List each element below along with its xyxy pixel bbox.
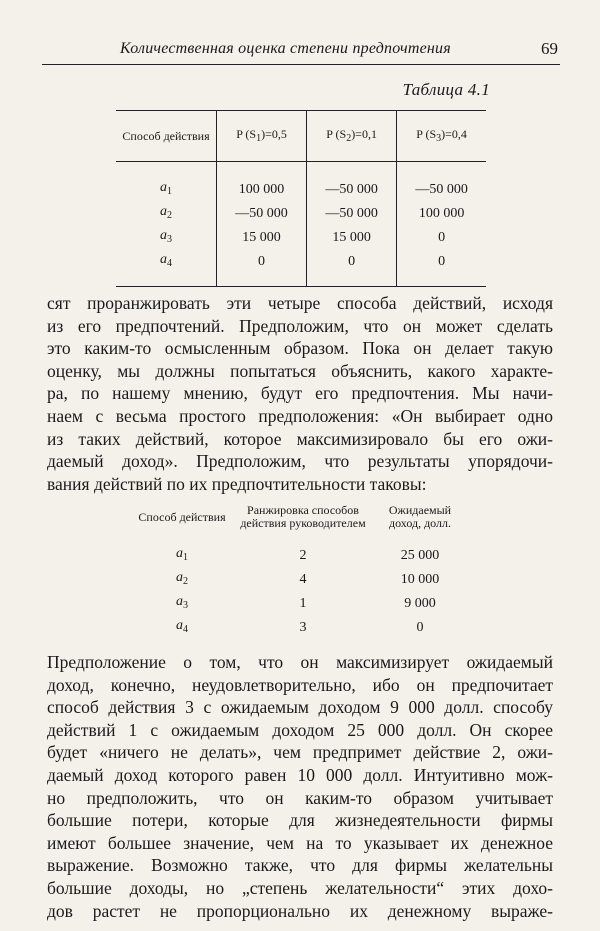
text-line: выражение. Возможно также, что для фирмы желательны <box>47 855 553 876</box>
table-row <box>130 568 468 592</box>
rank-cell: 2 <box>299 548 307 563</box>
text-line: это каким-то осмысленным образом. Пока он делает такую <box>47 338 553 359</box>
table-row <box>130 616 468 640</box>
text-line: даемый доход». Предположим, что результаты упорядочи- <box>47 451 553 472</box>
value-cell: 15 000 <box>217 226 307 250</box>
income-cell: 9 000 <box>404 596 436 611</box>
text-line: будет «ничего не делать», чем предпримет действие 2, ожи- <box>47 742 553 763</box>
action-cell: $a_3$ <box>176 594 188 611</box>
action-cell: $a_1$ <box>160 180 172 197</box>
text-line: Предположение о том, что он максимизирует ожидаемый <box>47 652 553 672</box>
text-line: ра, по нашему мнению, будут его предпочтения. Мы начи- <box>47 383 553 404</box>
text-line: из таких действий, которое максимизировало бы его ожи- <box>47 428 553 449</box>
action-cell: $a_4$ <box>176 618 188 635</box>
page-header <box>42 38 560 65</box>
text-line: вания действий по их предпочтительности таковы: <box>47 473 427 494</box>
text-line: оценку, мы должны попытаться объяснить, какого характе- <box>47 360 553 381</box>
value-cell: —50 000 <box>307 202 397 226</box>
action-cell: $a_2$ <box>176 570 188 587</box>
table-row <box>130 542 468 568</box>
value-cell: —50 000 <box>307 162 397 203</box>
text-line: наем с весьма простого предположения: «Он выбирает одно <box>47 405 553 426</box>
table-row <box>130 592 468 616</box>
rank-cell: 1 <box>299 596 307 611</box>
rank-cell: 4 <box>299 572 307 587</box>
value-cell: 0 <box>217 250 307 287</box>
action-cell: $a_3$ <box>160 228 172 245</box>
income-cell: 10 000 <box>400 572 440 587</box>
text-line: даемый доход которого равен 10 000 долл. Интуитивно мож- <box>47 764 553 785</box>
value-cell: 100 000 <box>217 162 307 203</box>
action-cell: $a_4$ <box>116 250 217 287</box>
text-line: доход, конечно, неудовлетворительно, ибо он предпочитает <box>47 674 553 695</box>
text-line: сят проранжировать эти четыре способа действий, исходя <box>47 293 553 313</box>
running-title: Количественная оценка степени предпочтения <box>120 40 451 57</box>
table-header-row <box>130 492 468 542</box>
value-cell: 100 000 <box>397 202 486 226</box>
text-line: из его предпочтений. Предположим, что он может сделать <box>47 315 553 336</box>
value-cell: 0 <box>307 250 397 287</box>
text-line: большие потери, которые для жизнедеятельности фирмы <box>47 810 553 831</box>
header-p2: P $(S_2)=0,1$ <box>307 111 397 162</box>
value-cell: —50 000 <box>397 162 486 203</box>
table-caption: Таблица 4.1 <box>402 80 490 99</box>
paragraph-2 <box>47 651 553 922</box>
action-cell: $a_1$ <box>176 546 188 563</box>
page-number: 69 <box>541 39 558 58</box>
text-line: дов растет не пропорционально их денежному выраже- <box>47 900 553 921</box>
text-line: имеют большее значение, чем на то указывает их денежное <box>47 832 553 853</box>
ranking-table <box>130 492 468 640</box>
text-line: но предположить, что он каким-то образом учитывает <box>47 787 553 808</box>
value-cell: 0 <box>397 250 486 287</box>
header-p3: P $(S_3)=0,4$ <box>397 111 486 162</box>
income-cell: 25 000 <box>400 548 440 563</box>
header-action: Способ действия <box>116 111 217 162</box>
header-p1: P $(S_1)=0,5$ <box>217 111 307 162</box>
value-cell: 0 <box>397 226 486 250</box>
value-cell: —50 000 <box>217 202 307 226</box>
table-row <box>116 202 486 226</box>
table-row <box>116 226 486 250</box>
value-cell: 15 000 <box>307 226 397 250</box>
header-action: Способ действия <box>138 509 226 524</box>
table-header-row <box>116 111 486 162</box>
payoff-table <box>116 110 486 287</box>
table-row <box>116 250 486 287</box>
action-cell: $a_2$ <box>160 204 172 221</box>
rank-cell: 3 <box>299 620 307 635</box>
paragraph-1 <box>47 292 553 495</box>
income-cell: 0 <box>416 620 424 635</box>
header-rank: Ранжировка способов действия руководителем <box>240 503 366 530</box>
table-row <box>116 162 486 203</box>
text-line: способ действия 3 с ожидаемым доходом 9 000 долл. способу <box>47 697 553 718</box>
text-line: действий 1 с ожидаемым доходом 25 000 долл. Он скорее <box>47 719 553 740</box>
text-line: большие доходы, но „степень желательности“ этих дохо- <box>47 877 553 898</box>
header-income: Ожидаемый доход, долл. <box>388 503 452 530</box>
